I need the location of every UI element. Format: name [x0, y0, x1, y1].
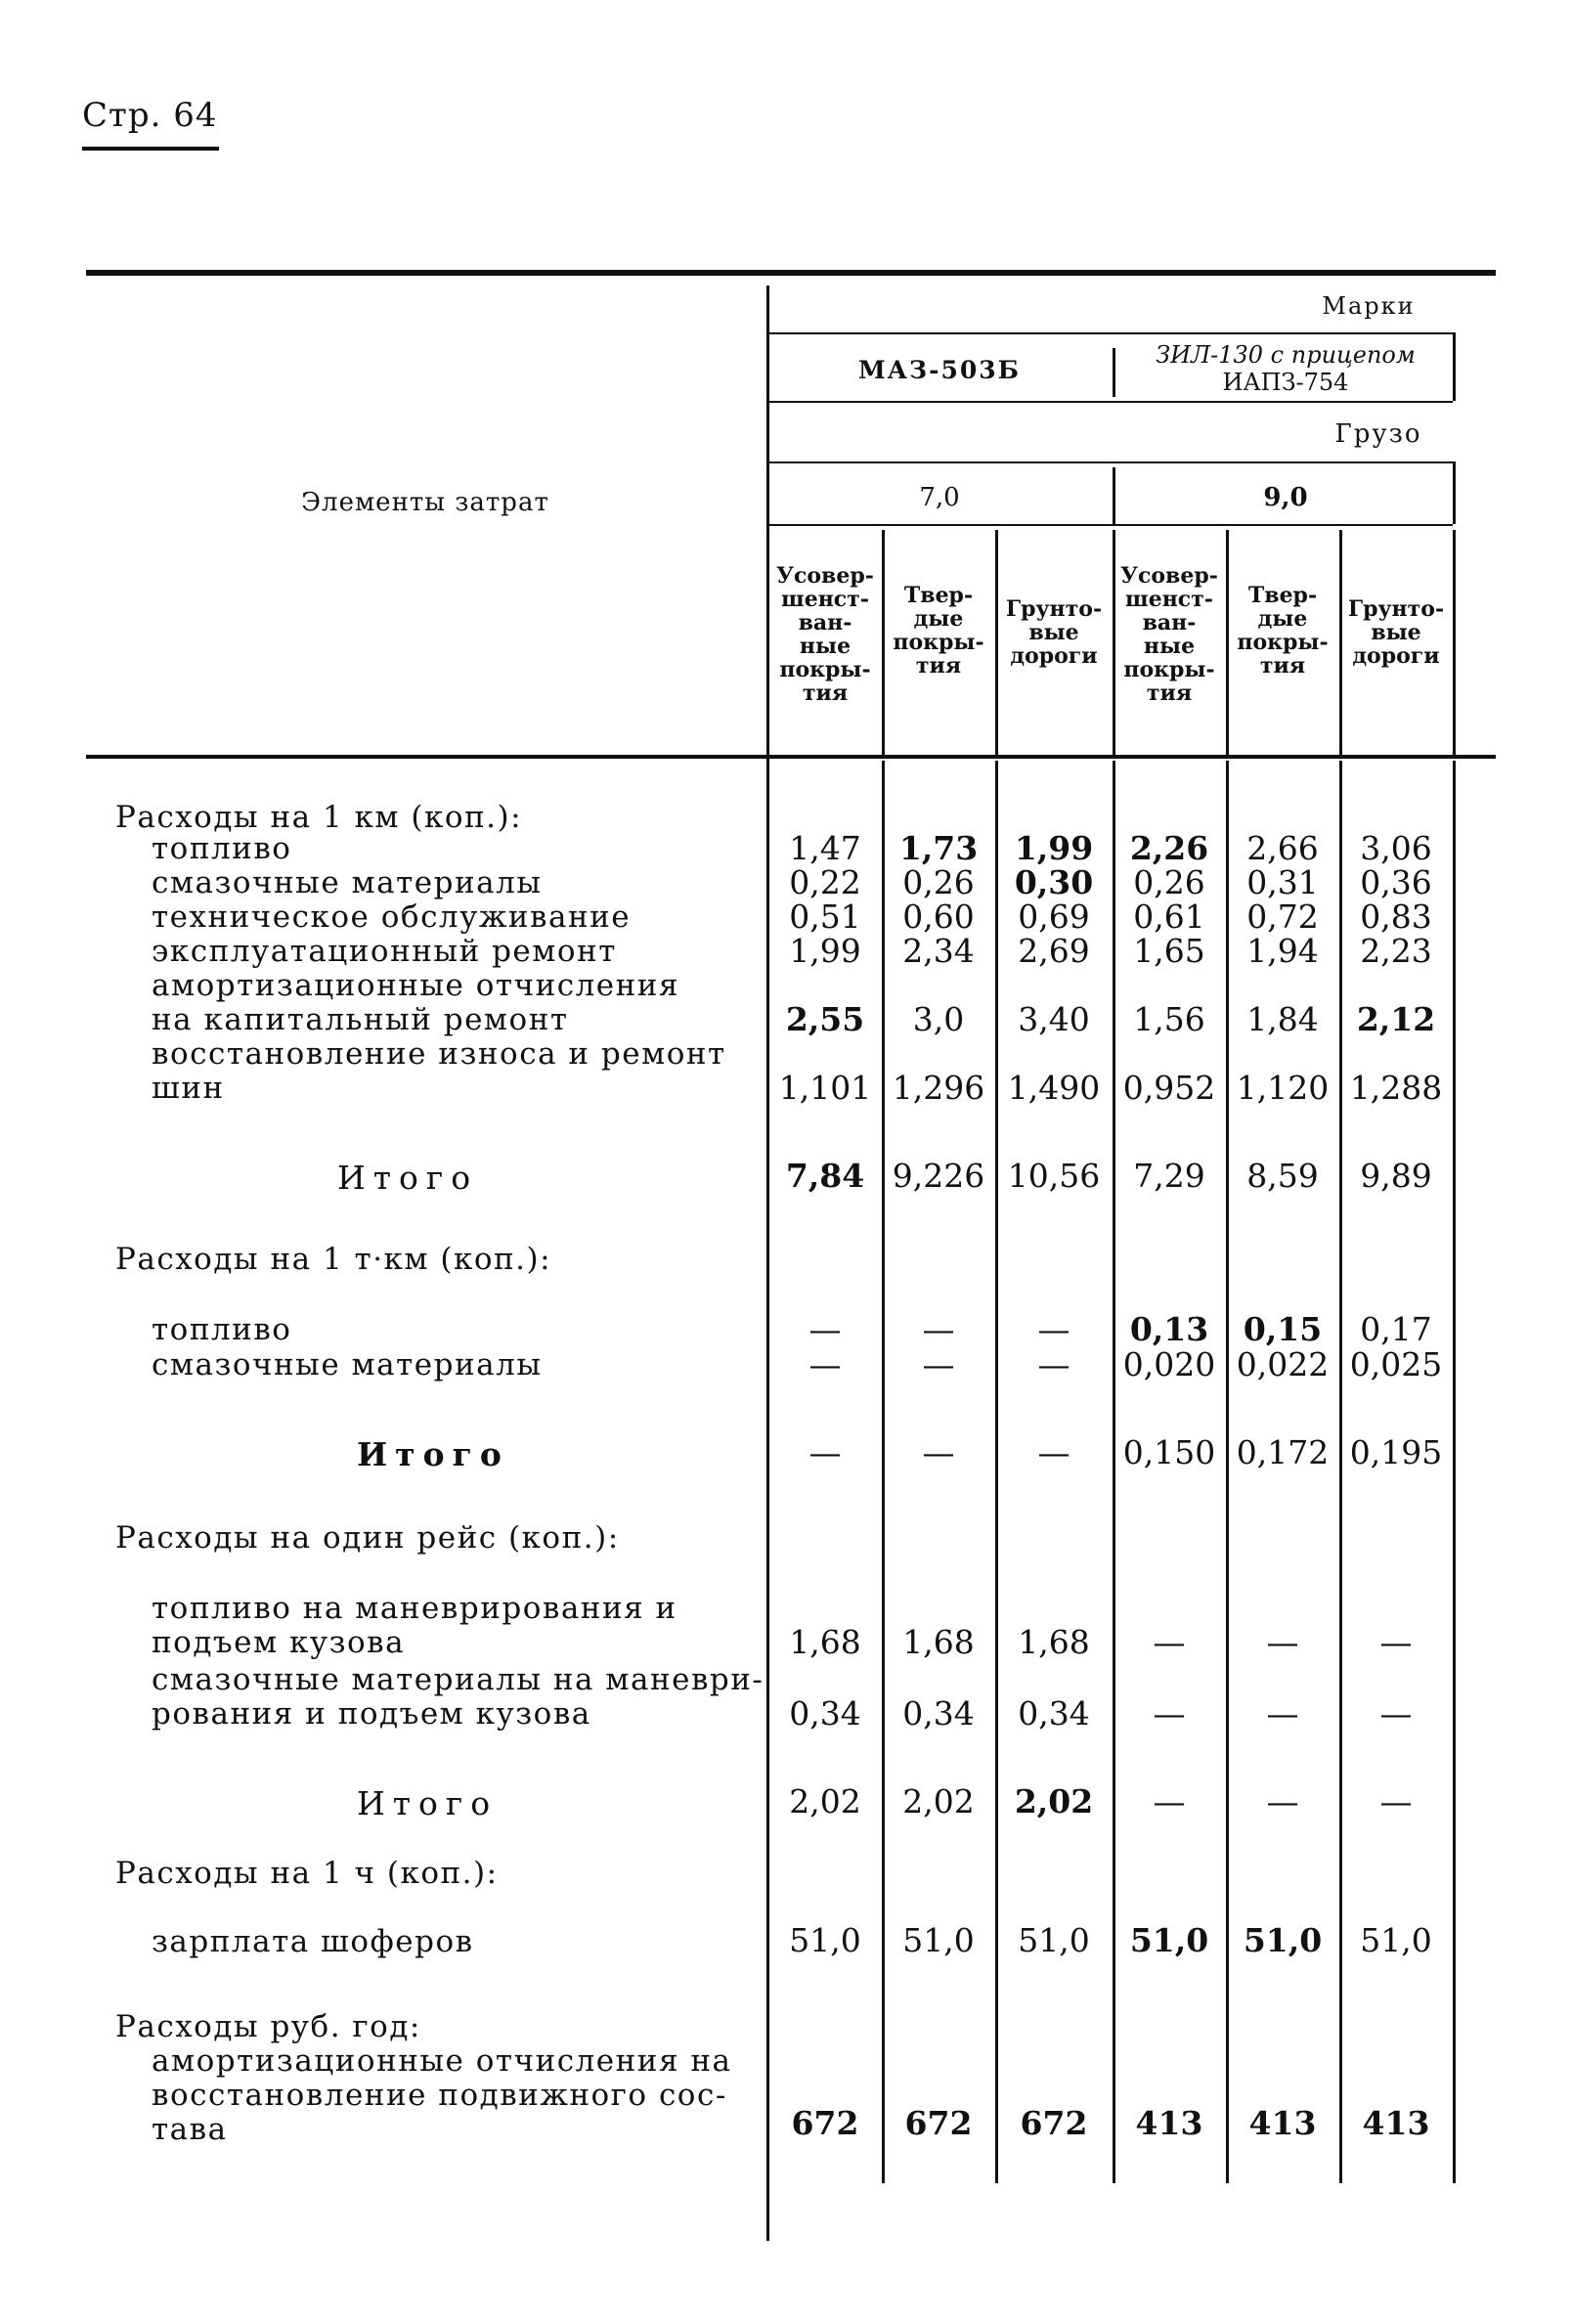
table-cell: 0,150: [1122, 1433, 1216, 1471]
table-cell: —: [1153, 1782, 1186, 1820]
table-cell: 672: [904, 2104, 973, 2142]
column-divider: [1113, 761, 1115, 2183]
table-cell: 672: [791, 2104, 859, 2142]
table-cell: —: [1379, 1694, 1413, 1732]
table-cell: 0,022: [1236, 1345, 1330, 1383]
column-divider: [1226, 761, 1229, 2183]
table-cell: —: [1379, 1782, 1413, 1820]
column-divider: [995, 761, 998, 2183]
table-cell: —: [1153, 1694, 1186, 1732]
page-number: Стр. 64: [82, 96, 218, 135]
table-cell: —: [922, 1433, 955, 1471]
section-title: Расходы на один рейс (коп.):: [115, 1520, 620, 1556]
section-title: Расходы на 1 т·км (коп.):: [115, 1242, 552, 1277]
page-number-underline: [82, 147, 219, 151]
section-title: Расходы на 1 км (коп.):: [115, 800, 523, 835]
table-cell: 2,26: [1129, 829, 1209, 867]
column-divider: [882, 530, 885, 755]
row-label: зарплата шоферов: [152, 1924, 474, 1959]
section-title: Расходы на 1 ч (коп.):: [115, 1856, 499, 1891]
capacity-rule: [768, 461, 1453, 463]
table-cell: 1,490: [1007, 1069, 1101, 1107]
table-cell: 7,29: [1133, 1157, 1205, 1195]
brands-label: Марки: [1322, 292, 1416, 320]
table-cell: 51,0: [1360, 1921, 1432, 1959]
table-cell: 0,30: [1014, 863, 1094, 901]
road-type-header-line: покры-: [893, 630, 984, 655]
road-type-header-line: Усовер-: [1120, 563, 1218, 589]
table-cell: 2,02: [789, 1782, 861, 1820]
column-divider: [1453, 761, 1456, 2183]
column-divider: [1113, 530, 1115, 755]
table-cell: 1,47: [789, 829, 861, 867]
capacity-label: Грузо: [1334, 419, 1422, 449]
road-type-header-line: вые: [1028, 620, 1079, 645]
column-divider: [1339, 761, 1342, 2183]
table-cell: 2,66: [1246, 829, 1319, 867]
row-label: топливо: [152, 831, 292, 866]
row-label: топливо: [152, 1312, 292, 1347]
row-label: смазочные материалы на маневри-: [152, 1662, 764, 1697]
road-type-header-line: дороги: [1352, 643, 1440, 669]
road-type-header-line: ван-: [1142, 610, 1197, 636]
column-divider: [1339, 530, 1342, 755]
stub-divider: [766, 285, 769, 2241]
capacity-divider-right: [1453, 461, 1456, 524]
table-cell: —: [1379, 1623, 1413, 1661]
table-cell: 0,15: [1243, 1310, 1323, 1348]
capacity-maz: 7,0: [919, 483, 960, 512]
table-cell: 7,84: [785, 1157, 865, 1195]
table-cell: 51,0: [789, 1921, 861, 1959]
table-cell: 1,296: [892, 1069, 985, 1107]
road-type-header-line: тия: [1146, 680, 1193, 706]
road-type-header-line: Усовер-: [776, 563, 874, 589]
brand-zil-line1: ЗИЛ-130 с прицепом: [1156, 341, 1416, 369]
table-cell: 9,89: [1360, 1157, 1432, 1195]
road-type-header-line: Грунто-: [1347, 596, 1445, 622]
table-cell: 0,22: [789, 863, 861, 901]
table-cell: 0,34: [789, 1694, 861, 1732]
brand-zil-line2: ИАПЗ-754: [1222, 369, 1349, 396]
section-title: Расходы руб. год:: [115, 2009, 421, 2044]
table-cell: 0,26: [902, 863, 975, 901]
table-cell: 0,26: [1133, 863, 1205, 901]
table-cell: —: [1266, 1782, 1299, 1820]
road-type-header-line: Твер-: [1247, 583, 1318, 608]
road-type-header-line: дороги: [1010, 643, 1098, 669]
table-cell: —: [922, 1345, 955, 1383]
column-divider: [1453, 530, 1456, 755]
table-cell: 413: [1362, 2104, 1430, 2142]
road-type-header-line: ные: [1143, 634, 1196, 659]
column-divider: [882, 761, 885, 2183]
table-cell: —: [1037, 1345, 1070, 1383]
brand-divider: [1113, 348, 1115, 397]
table-cell: 2,34: [902, 932, 975, 970]
table-cell: 1,94: [1246, 932, 1319, 970]
table-cell: 0,60: [902, 898, 975, 936]
table-cell: 1,68: [789, 1623, 861, 1661]
row-label: на капитальный ремонт: [152, 1002, 569, 1037]
table-cell: 3,0: [912, 1000, 965, 1038]
road-type-header-line: покры-: [1123, 657, 1215, 682]
table-cell: 1,120: [1236, 1069, 1330, 1107]
table-cell: 0,34: [902, 1694, 975, 1732]
row-label: рования и подъем кузова: [152, 1696, 591, 1732]
table-cell: 51,0: [1243, 1921, 1323, 1959]
table-cell: 0,83: [1360, 898, 1432, 936]
road-type-header-line: покры-: [1237, 630, 1329, 655]
brand-rule: [768, 401, 1453, 403]
table-cell: 10,56: [1007, 1157, 1101, 1195]
table-cell: 0,72: [1246, 898, 1319, 936]
table-cell: 2,23: [1360, 932, 1432, 970]
road-type-header-line: ные: [799, 634, 852, 659]
road-type-header-line: Твер-: [903, 583, 974, 608]
table-top-rule: [86, 270, 1496, 276]
brand-divider-right: [1453, 332, 1456, 401]
row-label: смазочные материалы: [152, 865, 543, 900]
row-label: смазочные материалы: [152, 1347, 543, 1382]
table-cell: 1,99: [789, 932, 861, 970]
table-cell: 0,195: [1349, 1433, 1443, 1471]
table-cell: —: [1153, 1623, 1186, 1661]
table-cell: 2,69: [1018, 932, 1090, 970]
row-label: подъем кузова: [152, 1625, 406, 1660]
row-label: эксплуатационный ремонт: [152, 934, 617, 969]
table-cell: 8,59: [1246, 1157, 1319, 1195]
table-cell: 1,65: [1133, 932, 1205, 970]
road-type-header-line: ван-: [798, 610, 852, 636]
table-cell: 51,0: [1018, 1921, 1090, 1959]
table-cell: 2,02: [902, 1782, 975, 1820]
table-cell: 672: [1020, 2104, 1088, 2142]
capacity-value-rule: [768, 524, 1453, 526]
table-cell: 0,17: [1360, 1310, 1432, 1348]
table-cell: —: [1266, 1623, 1299, 1661]
road-type-header-line: дые: [1257, 606, 1308, 632]
road-type-header-line: Грунто-: [1005, 596, 1103, 622]
table-cell: 0,025: [1349, 1345, 1443, 1383]
table-cell: —: [1266, 1694, 1299, 1732]
table-cell: 413: [1135, 2104, 1203, 2142]
table-cell: 3,06: [1360, 829, 1432, 867]
table-cell: 0,36: [1360, 863, 1432, 901]
table-cell: —: [808, 1433, 842, 1471]
table-cell: 1,68: [902, 1623, 975, 1661]
table-cell: 9,226: [892, 1157, 985, 1195]
total-label: Итого: [337, 1159, 479, 1197]
table-cell: 2,55: [785, 1000, 865, 1038]
row-label: техническое обслуживание: [152, 899, 632, 935]
row-label: восстановление износа и ремонт: [152, 1036, 726, 1072]
header-bottom-rule: [86, 755, 1496, 759]
table-cell: 1,68: [1018, 1623, 1090, 1661]
stub-heading: Элементы затрат: [301, 488, 549, 517]
table-cell: 0,69: [1018, 898, 1090, 936]
road-type-header-line: тия: [1259, 653, 1306, 679]
brand-maz: МАЗ-503Б: [858, 356, 1021, 384]
table-cell: 0,51: [789, 898, 861, 936]
table-cell: —: [1037, 1310, 1070, 1348]
table-cell: 0,31: [1246, 863, 1319, 901]
column-divider: [995, 530, 998, 755]
table-cell: 1,73: [898, 829, 979, 867]
row-label: шин: [152, 1071, 225, 1106]
table-cell: 0,020: [1122, 1345, 1216, 1383]
road-type-header-line: тия: [802, 680, 849, 706]
table-cell: 51,0: [1129, 1921, 1209, 1959]
total-label: Итого: [357, 1435, 509, 1473]
row-label: амортизационные отчисления: [152, 968, 680, 1003]
table-cell: 0,952: [1122, 1069, 1216, 1107]
table-cell: 1,56: [1133, 1000, 1205, 1038]
road-type-header-line: вые: [1371, 620, 1421, 645]
table-cell: 0,34: [1018, 1694, 1090, 1732]
table-cell: 0,13: [1129, 1310, 1209, 1348]
road-type-header-line: дые: [913, 606, 964, 632]
road-type-header-line: тия: [915, 653, 962, 679]
table-cell: 1,99: [1014, 829, 1094, 867]
table-cell: 0,172: [1236, 1433, 1330, 1471]
table-cell: 1,288: [1349, 1069, 1443, 1107]
table-cell: 2,02: [1014, 1782, 1094, 1820]
column-divider: [1226, 530, 1229, 755]
brands-rule: [768, 332, 1453, 334]
table-cell: —: [1037, 1433, 1070, 1471]
row-label: амортизационные отчисления на: [152, 2043, 732, 2079]
road-type-header-line: покры-: [779, 657, 871, 682]
road-type-header-line: шенст-: [781, 587, 869, 612]
table-cell: 1,84: [1246, 1000, 1319, 1038]
table-cell: 2,12: [1356, 1000, 1436, 1038]
table-cell: 51,0: [902, 1921, 975, 1959]
table-cell: —: [808, 1345, 842, 1383]
table-cell: 413: [1248, 2104, 1317, 2142]
row-label: восстановление подвижного сос-: [152, 2078, 727, 2113]
road-type-header-line: шенст-: [1125, 587, 1213, 612]
row-label: тава: [152, 2112, 228, 2147]
table-cell: —: [808, 1310, 842, 1348]
total-label: Итого: [357, 1784, 499, 1822]
table-cell: 0,61: [1133, 898, 1205, 936]
table-cell: 3,40: [1018, 1000, 1090, 1038]
table-cell: 1,101: [778, 1069, 872, 1107]
capacity-zil: 9,0: [1263, 483, 1308, 512]
row-label: топливо на маневрирования и: [152, 1591, 677, 1626]
table-cell: —: [922, 1310, 955, 1348]
capacity-divider: [1113, 467, 1115, 526]
